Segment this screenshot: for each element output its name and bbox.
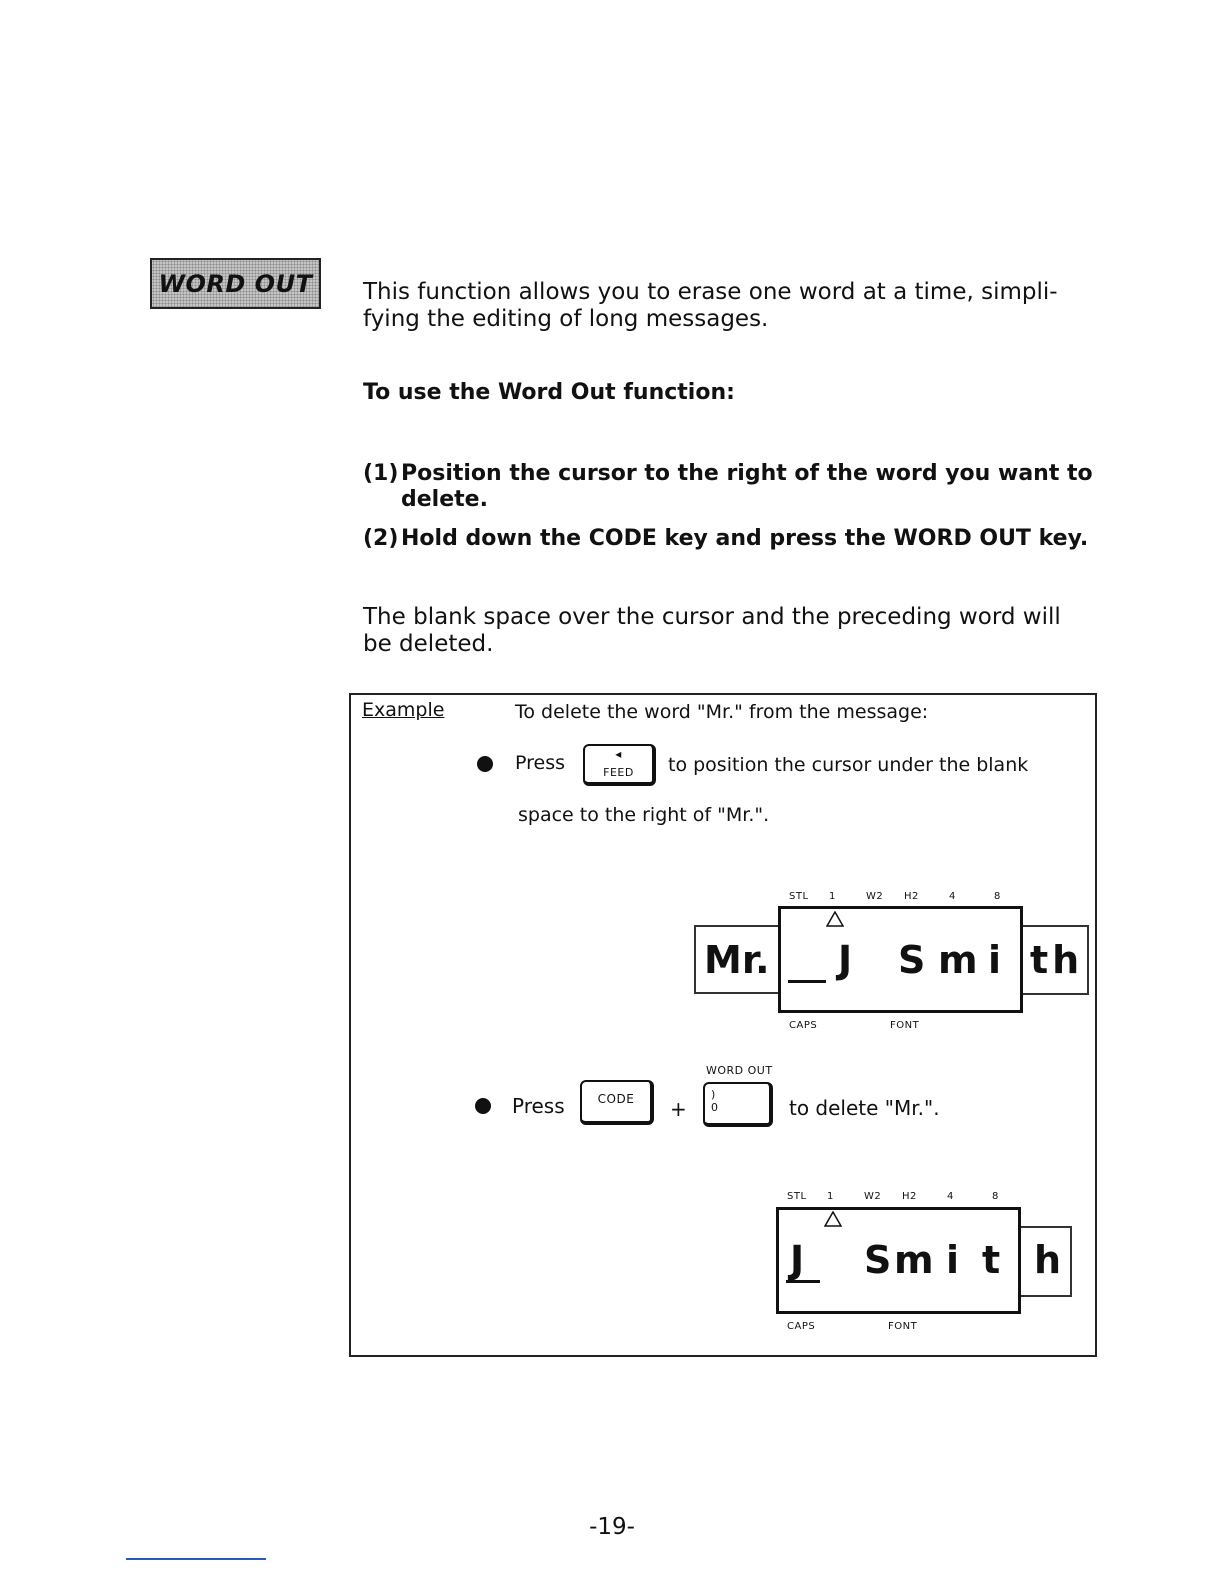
step-2-line-1: Hold down the CODE key and press the WORD OUT key.	[401, 526, 1089, 551]
example-label: Example	[362, 699, 445, 721]
indicator-1: 1	[827, 1191, 834, 1202]
step2-press: Press	[512, 1094, 565, 1118]
indicator-stl: STL	[787, 1191, 807, 1202]
step-1-line-1: Position the cursor to the right of the word you want to	[401, 461, 1093, 486]
indicator-stl: STL	[789, 891, 809, 902]
step1-text-line-1: to position the cursor under the blank	[668, 754, 1029, 776]
step-1-number: (1)	[363, 461, 399, 486]
lcd-char: m	[938, 938, 978, 982]
lcd-char-overflow: th	[1030, 938, 1084, 982]
step-1-line-2: delete.	[401, 487, 488, 512]
indicator-w2: W2	[864, 1191, 882, 1202]
step2-text: to delete "Mr.".	[789, 1096, 940, 1120]
word-out-key-icon	[703, 1082, 773, 1127]
cursor-marker-icon	[826, 911, 844, 927]
code-key-label: CODE	[597, 1092, 635, 1106]
indicator-caps: CAPS	[787, 1321, 816, 1332]
lcd-char: i	[988, 938, 1002, 982]
intro-line-1: This function allows you to erase one word at a time, simpli-	[363, 279, 1058, 305]
section-tag	[150, 258, 321, 309]
intro-paragraph	[363, 279, 1103, 333]
outro-line-1: The blank space over the cursor and the preceding word will	[363, 604, 1061, 630]
plus-sign: +	[670, 1097, 687, 1121]
indicator-h2: H2	[902, 1191, 917, 1202]
lcd-char-overflow: h	[1034, 1238, 1062, 1282]
outro-paragraph	[363, 604, 1103, 658]
step1-press: Press	[515, 752, 566, 774]
lcd-char: i	[946, 1238, 960, 1282]
bullet-icon	[477, 756, 493, 772]
lcd-char: t	[982, 1238, 1001, 1282]
lcd-char: S	[898, 938, 926, 982]
cursor-underline	[786, 1280, 820, 1283]
indicator-font: FONT	[888, 1321, 918, 1332]
example-description: To delete the word "Mr." from the message:	[515, 701, 929, 723]
lcd-char: J	[790, 1238, 805, 1282]
feed-key-icon	[583, 744, 656, 786]
word-out-key-caption: WORD OUT	[706, 1064, 773, 1077]
indicator-4: 4	[947, 1191, 954, 1202]
cursor-marker-icon	[824, 1211, 842, 1227]
lcd-char: S	[864, 1238, 892, 1282]
subheading: To use the Word Out function:	[363, 380, 735, 405]
bullet-icon	[475, 1098, 491, 1114]
word-out-key-bottom: 0	[711, 1101, 719, 1114]
feed-key-label: FEED	[603, 766, 634, 779]
intro-line-2: fying the editing of long messages.	[363, 306, 769, 332]
step-2-number: (2)	[363, 526, 399, 551]
indicator-h2: H2	[904, 891, 919, 902]
lcd-char: m	[894, 1238, 934, 1282]
lcd-char: J	[838, 938, 853, 982]
indicator-font: FONT	[890, 1020, 920, 1031]
step-2	[363, 526, 1103, 552]
word-out-key-top: )	[711, 1088, 716, 1101]
section-tag-label: WORD OUT	[158, 269, 313, 298]
lcd-char-mr: Mr.	[704, 938, 770, 982]
indicator-w2: W2	[866, 891, 884, 902]
step1-text-line-2: space to the right of "Mr.".	[518, 804, 770, 826]
indicator-8: 8	[992, 1191, 999, 1202]
step-1	[363, 461, 1103, 513]
indicator-caps: CAPS	[789, 1020, 818, 1031]
cursor-underline	[788, 980, 826, 983]
indicator-8: 8	[994, 891, 1001, 902]
page-number: -19-	[589, 1514, 635, 1540]
indicator-4: 4	[949, 891, 956, 902]
indicator-1: 1	[829, 891, 836, 902]
footer-rule	[126, 1558, 266, 1560]
outro-line-2: be deleted.	[363, 631, 494, 657]
code-key-icon	[580, 1080, 654, 1125]
left-arrow-icon: ◂	[615, 747, 622, 761]
